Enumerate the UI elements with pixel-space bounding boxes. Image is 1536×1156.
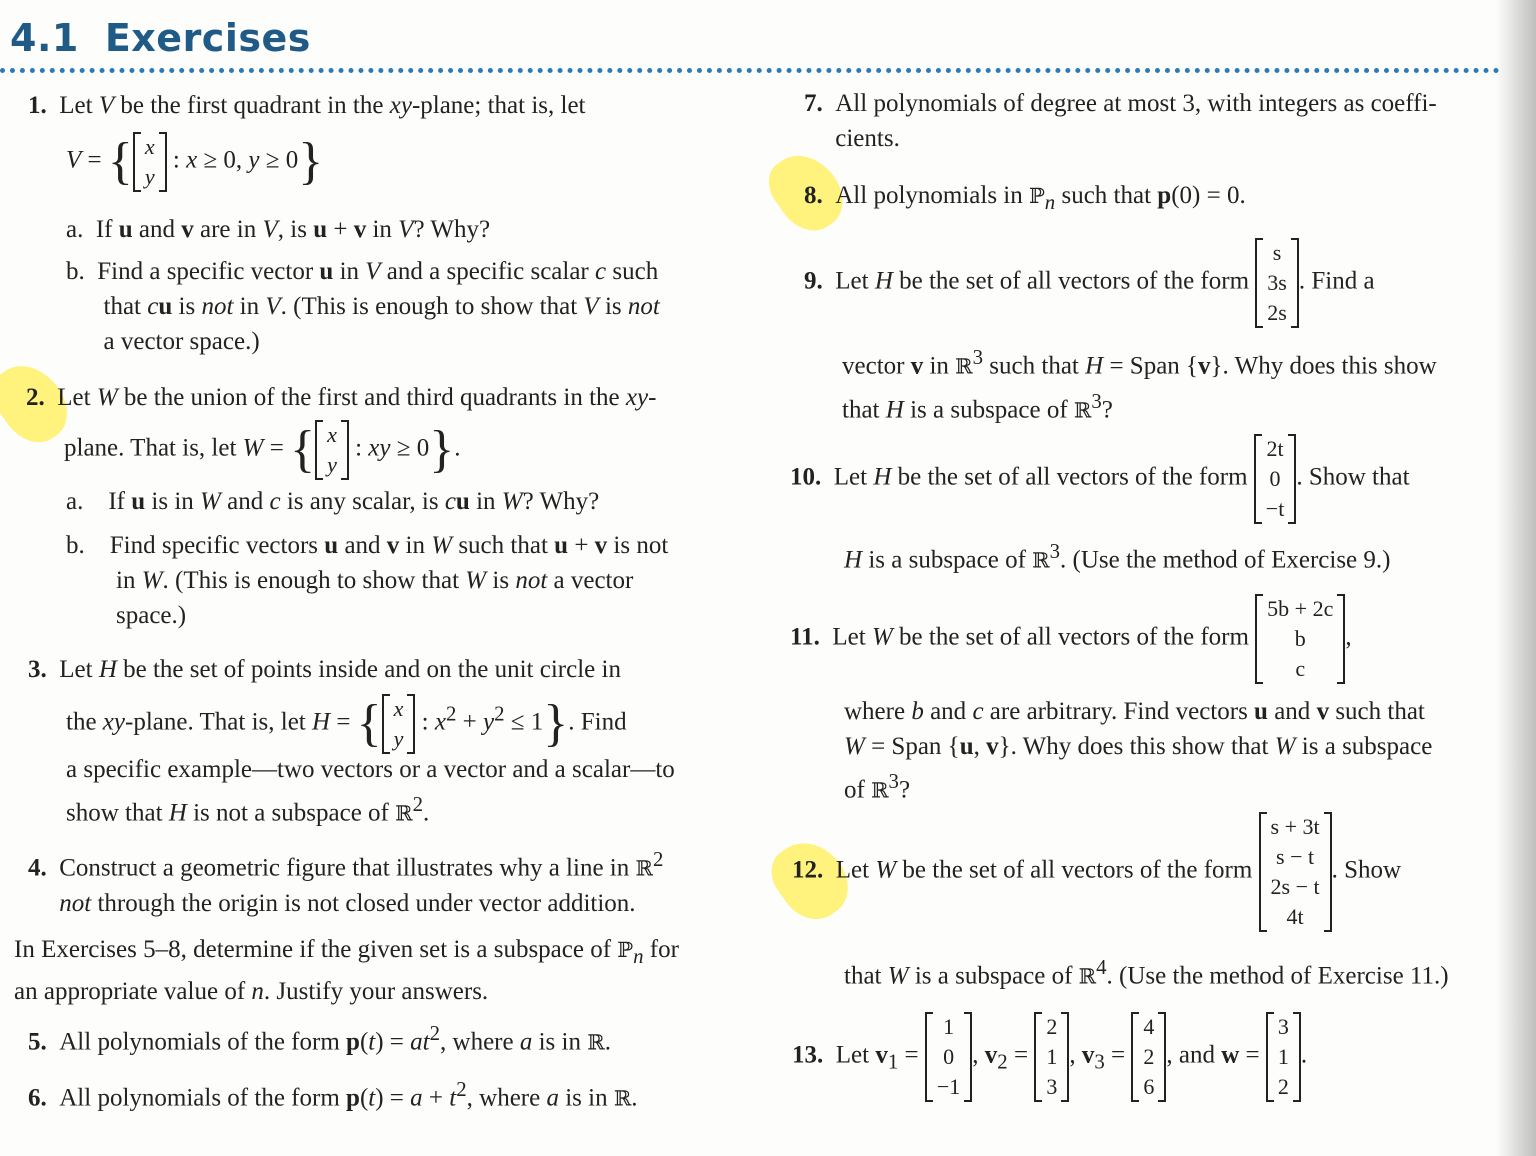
- exercise-number: 11.: [790, 623, 820, 651]
- ex2-part-b: b. Find specific vectors u and v in W such that u + v is not in W. (This is enough to show that W is not a vector space.): [66, 532, 669, 629]
- exercise-number: 10.: [790, 463, 822, 491]
- exercise-number: 7.: [804, 90, 823, 117]
- ex11-vector: 5b + 2c b c: [1255, 594, 1345, 684]
- exercise-number: 6.: [28, 1084, 47, 1112]
- exercise-5: 5. All polynomials of the form $p(t) = at^2$, where a is in ℝ.: [28, 1021, 611, 1056]
- ex13-v2: 2 1 3: [1034, 1012, 1069, 1102]
- ex1-part-b: b. Find a specific vector u in V and a specific scalar c such that cu is not in V. (This is enough to show that V is not a vector space.): [66, 258, 660, 355]
- ex9-vector: s 3s 2s: [1255, 238, 1299, 328]
- ex10-vector: 2t 0 −t: [1254, 434, 1297, 524]
- ex12-continuation: that W is a subspace of ℝ$^4$. (Use the method of Exercise 11.): [844, 955, 1449, 990]
- exercise-number: 9.: [804, 267, 823, 295]
- ex1-set-formula: V = { x y : x ≥ 0, y ≥ 0}: [66, 133, 324, 190]
- exercise-number: 5.: [28, 1028, 47, 1056]
- exercise-10: 10. Let H be the set of all vectors of the form 2t 0 −t . Show that: [790, 434, 1410, 524]
- exercise-9: 9. Let H be the set of all vectors of the form s 3s 2s . Find a: [804, 238, 1375, 328]
- ex13-v1: 1 0 −1: [925, 1012, 972, 1102]
- exercise-1: 1. Let V be the first quadrant in the xy-plane; that is, let: [28, 92, 586, 119]
- ex10-continuation: H is a subspace of ℝ$^3$. (Use the method of Exercise 9.): [844, 539, 1391, 574]
- heading-rule: [0, 68, 1500, 73]
- ex11-continuation: where b and c are arbitrary. Find vectors u and v such that W = Span {u, v}. Why does this show that W is a subspace of ℝ$^3$?: [844, 698, 1433, 804]
- section-number: 4.1: [10, 16, 79, 60]
- exercise-number: 1.: [28, 92, 47, 119]
- exercise-number: 8.: [804, 182, 823, 209]
- exercise-3: 3. Let H be the set of points inside and on the unit circle in: [28, 656, 621, 683]
- exercise-8: 8. All polynomials in ℙ$_n$ such that p(0) = 0.: [804, 182, 1246, 214]
- exercise-number: 2.: [26, 384, 45, 411]
- ex3-continuation: a specific example—two vectors or a vector and a scalar—to show that H is not a subspace of ℝ$^2$.: [66, 756, 675, 827]
- exercise-12: 12. Let W be the set of all vectors of the form s + 3t s − t 2s − t 4t . Show: [792, 812, 1401, 932]
- ex13-v3: 4 2 6: [1131, 1012, 1166, 1102]
- exercise-2: 2. Let W be the union of the first and third quadrants in the xy-: [26, 384, 657, 411]
- section-heading: [10, 16, 311, 60]
- ex9-continuation: vector v in ℝ$^3$ such that H = Span {v}. Why does this show that H is a subspace of ℝ$^3$?: [842, 345, 1437, 424]
- page-gutter-shadow: [1496, 0, 1536, 1156]
- ex12-vector: s + 3t s − t 2s − t 4t: [1259, 812, 1332, 932]
- exercise-4: 4. Construct a geometric figure that illustrates why a line in ℝ$^2$ not through the origin is not closed under vector addition.: [28, 847, 664, 918]
- ex3-set-formula: the xy-plane. That is, let H = { x y : $x^2 + y^2 \le 1$}. Find: [66, 695, 627, 752]
- exercise-13: 13. Let $v_1$ = 1 0 −1 , $v_2$ = 2 1 3 , $v_3$ = 4 2 6 , and w = 3 1 2 .: [792, 1012, 1307, 1102]
- section-title: Exercises: [104, 16, 311, 60]
- exercise-number: 12.: [792, 856, 824, 884]
- exercises-5-8-intro: In Exercises 5–8, determine if the given set is a subspace of ℙ$_n$ for an appropriate value of n. Justify your answers.: [14, 936, 679, 1005]
- ex2-set-formula: plane. That is, let W = { x y : xy ≥ 0}.: [64, 421, 461, 478]
- exercise-number: 13.: [792, 1041, 824, 1069]
- exercise-6: 6. All polynomials of the form $p(t) = a + t^2$, where a is in ℝ.: [28, 1077, 638, 1112]
- exercise-11: 11. Let W be the set of all vectors of the form 5b + 2c b c ,: [790, 594, 1352, 684]
- ex13-w: 3 1 2: [1266, 1012, 1301, 1102]
- ex2-part-a: a. If u is in W and c is any scalar, is cu in W? Why?: [66, 488, 600, 515]
- exercise-number: 4.: [28, 854, 47, 882]
- ex1-part-a: a. If u and v are in V, is u + v in V? Why?: [66, 216, 491, 243]
- exercise-number: 3.: [28, 656, 47, 683]
- exercise-7: 7. All polynomials of degree at most 3, with integers as coeffi- cients.: [804, 90, 1437, 152]
